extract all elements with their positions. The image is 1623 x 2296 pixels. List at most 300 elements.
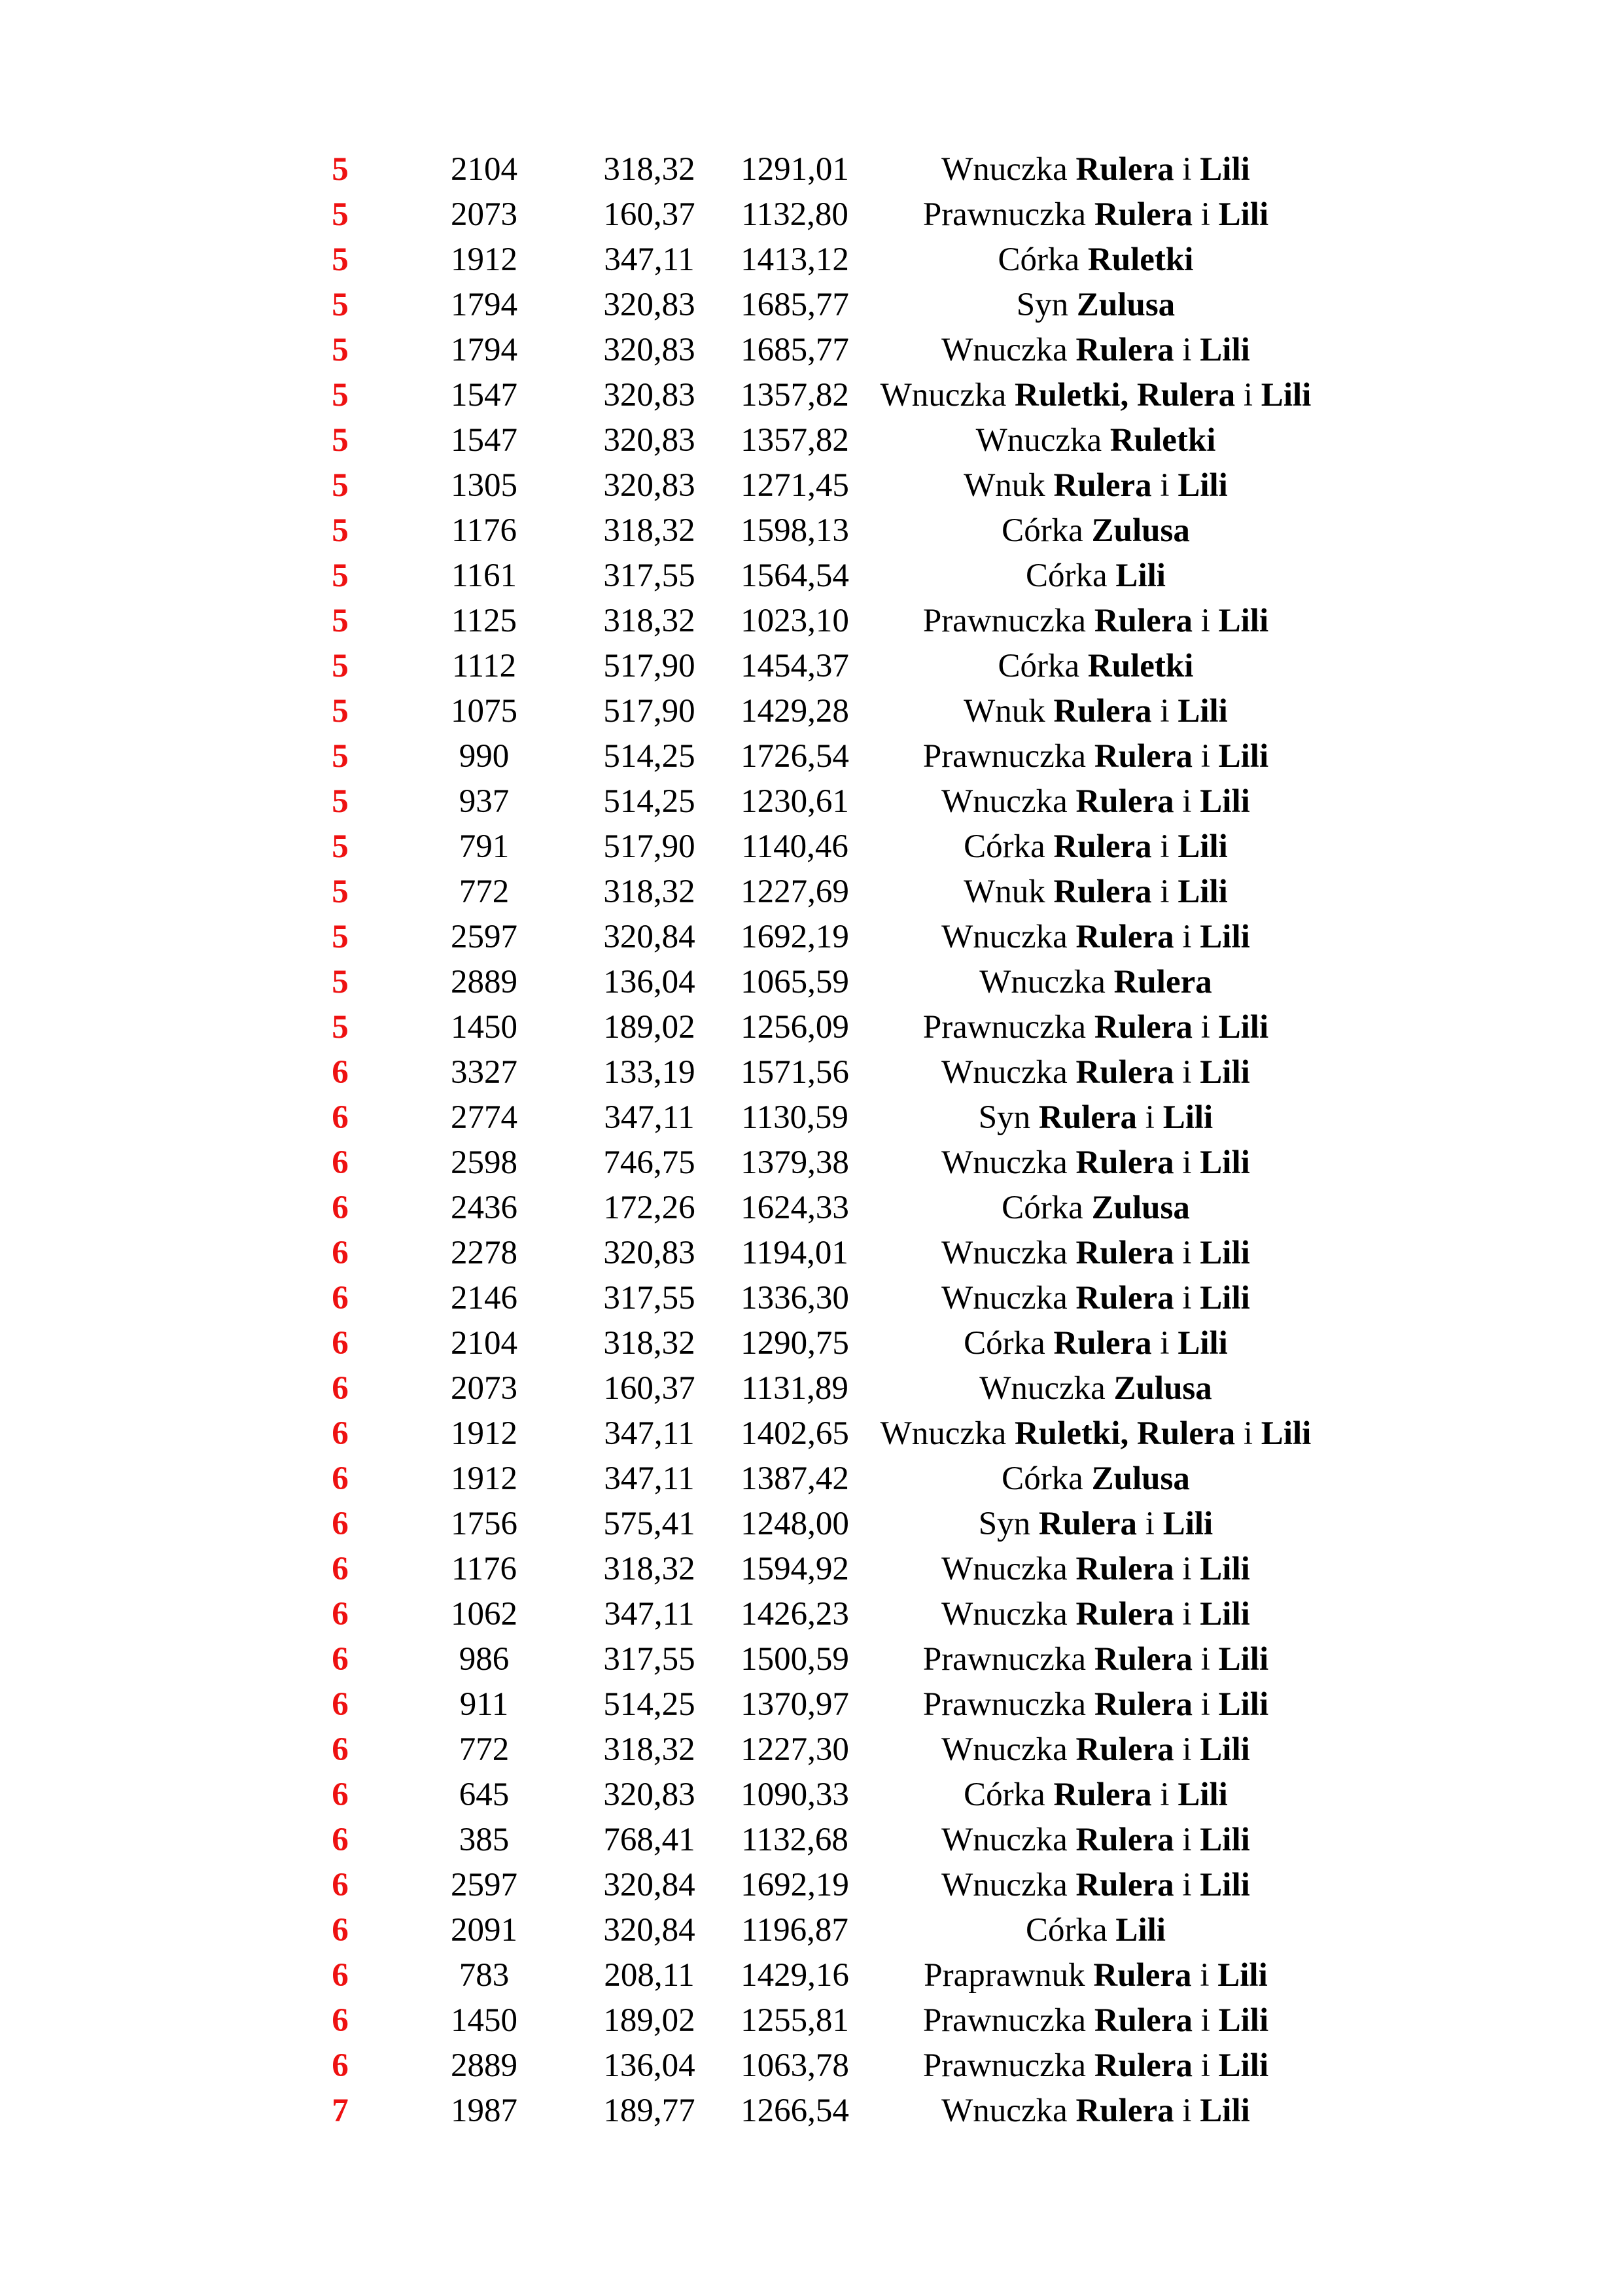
relation-text: Córka xyxy=(964,1325,1054,1362)
generation-number: 6 xyxy=(332,1460,349,1497)
generation-number: 6 xyxy=(332,1415,349,1452)
relation-cell xyxy=(860,1727,1331,1773)
relation-text: i xyxy=(1174,783,1200,820)
person-name: Lili xyxy=(1200,1822,1250,1858)
number-cell: 1794 xyxy=(451,332,517,368)
relation-text: Prawnuczka xyxy=(922,1686,1094,1723)
value-b-cell: 1132,68 xyxy=(741,1822,848,1858)
relation-text: i xyxy=(1192,1009,1219,1046)
value-a-cell: 320,84 xyxy=(603,1867,695,1903)
value-b-cell: 1594,92 xyxy=(741,1551,849,1587)
value-a-cell: 514,25 xyxy=(603,783,695,820)
person-name: Ruletki xyxy=(1087,648,1194,684)
person-name: Lili xyxy=(1200,1280,1250,1316)
relation-text: i xyxy=(1174,1596,1200,1633)
table-row xyxy=(281,1321,1331,1366)
value-b-cell: 1402,65 xyxy=(741,1415,849,1452)
person-name: Lili xyxy=(1115,557,1166,594)
person-name: Lili xyxy=(1178,693,1228,730)
generation-number: 5 xyxy=(332,241,349,278)
person-name: Rulera xyxy=(1038,1506,1138,1542)
value-b-cell: 1500,59 xyxy=(741,1641,849,1678)
generation-number: 6 xyxy=(332,1776,349,1813)
person-name: Rulera xyxy=(1094,2047,1193,2084)
relation-cell xyxy=(860,508,1331,554)
number-cell: 2104 xyxy=(451,1325,517,1362)
generation-number: 6 xyxy=(332,1099,349,1136)
generation-number: 5 xyxy=(332,919,349,955)
table-row xyxy=(281,192,1331,238)
value-b-cell: 1598,13 xyxy=(741,512,849,549)
generation-number: 5 xyxy=(332,196,349,233)
generation-number: 6 xyxy=(332,2047,349,2084)
generation-number: 6 xyxy=(332,1144,349,1181)
number-cell: 1547 xyxy=(451,377,517,414)
number-cell: 2598 xyxy=(451,1144,517,1181)
number-cell: 1075 xyxy=(451,693,517,730)
value-b-cell: 1194,01 xyxy=(741,1235,848,1271)
person-name: Rulera xyxy=(1075,2093,1174,2129)
relation-text: Wnuczka xyxy=(941,1822,1076,1858)
table-row xyxy=(281,1457,1331,1502)
value-a-cell: 517,90 xyxy=(603,693,695,730)
relation-text: Wnuczka xyxy=(941,1054,1076,1091)
number-cell: 1062 xyxy=(451,1596,517,1633)
relation-text: Córka xyxy=(1002,1190,1092,1226)
person-name: Lili xyxy=(1218,603,1269,639)
relation-cell xyxy=(860,1140,1331,1186)
relation-cell xyxy=(860,689,1331,734)
number-cell: 1912 xyxy=(451,1460,517,1497)
person-name: Lili xyxy=(1200,1867,1250,1903)
relation-text: Wnuczka xyxy=(979,964,1114,1000)
person-name: Rulera xyxy=(1093,1957,1192,1994)
generation-number: 5 xyxy=(332,287,349,323)
value-b-cell: 1387,42 xyxy=(741,1460,849,1497)
relation-text: i xyxy=(1192,738,1219,775)
number-cell: 1305 xyxy=(451,467,517,504)
number-cell: 1450 xyxy=(451,1009,517,1046)
person-name: Lili xyxy=(1200,783,1250,820)
relation-cell xyxy=(860,734,1331,779)
person-name: Ruletki xyxy=(1087,241,1194,278)
relation-text: i xyxy=(1137,1506,1163,1542)
table-row xyxy=(281,644,1331,689)
value-b-cell: 1290,75 xyxy=(741,1325,849,1362)
generation-number: 5 xyxy=(332,693,349,730)
person-name: Zulusa xyxy=(1091,1190,1190,1226)
relation-text: Wnuczka xyxy=(941,783,1076,820)
value-a-cell: 133,19 xyxy=(603,1054,695,1091)
person-name: Rulera xyxy=(1136,377,1236,414)
person-name: Rulera xyxy=(1094,603,1193,639)
relation-text: i xyxy=(1151,467,1178,504)
relation-text: i xyxy=(1151,693,1178,730)
value-b-cell: 1227,30 xyxy=(741,1731,849,1768)
table-row xyxy=(281,1366,1331,1411)
generation-number: 6 xyxy=(332,1235,349,1271)
value-a-cell: 189,02 xyxy=(603,1009,695,1046)
relation-cell xyxy=(860,1050,1331,1095)
value-b-cell: 1692,19 xyxy=(741,1867,849,1903)
table-row xyxy=(281,1637,1331,1682)
number-cell: 2597 xyxy=(451,919,517,955)
relation-text: Wnuczka xyxy=(941,151,1076,188)
relation-text: Wnuczka xyxy=(941,1144,1076,1181)
person-name: Rulera xyxy=(1075,1280,1174,1316)
value-a-cell: 514,25 xyxy=(603,1686,695,1723)
relation-text: Córka xyxy=(1026,557,1116,594)
person-name: Rulera xyxy=(1053,874,1152,910)
relation-text xyxy=(1128,1415,1137,1452)
person-name: Lili xyxy=(1178,1325,1228,1362)
number-cell: 1176 xyxy=(451,512,517,549)
number-cell: 1794 xyxy=(451,287,517,323)
relation-cell xyxy=(860,1231,1331,1276)
relation-cell xyxy=(860,1637,1331,1682)
generation-number: 5 xyxy=(332,557,349,594)
relation-cell xyxy=(860,599,1331,644)
person-name: Lili xyxy=(1115,1912,1166,1949)
number-cell: 1176 xyxy=(451,1551,517,1587)
value-b-cell: 1132,80 xyxy=(741,196,848,233)
number-cell: 3327 xyxy=(451,1054,517,1091)
generation-number: 5 xyxy=(332,512,349,549)
person-name: Lili xyxy=(1261,377,1312,414)
person-name: Rulera xyxy=(1075,1551,1174,1587)
table-row xyxy=(281,147,1331,192)
number-cell: 783 xyxy=(459,1957,510,1994)
value-b-cell: 1726,54 xyxy=(741,738,849,775)
relation-text: i xyxy=(1174,2093,1200,2129)
table-row xyxy=(281,508,1331,554)
generation-number: 5 xyxy=(332,738,349,775)
value-b-cell: 1426,23 xyxy=(741,1596,849,1633)
table-row xyxy=(281,599,1331,644)
table-row xyxy=(281,960,1331,1005)
person-name: Lili xyxy=(1200,332,1250,368)
relation-text: i xyxy=(1192,2047,1219,2084)
relation-text: i xyxy=(1192,2002,1219,2039)
number-cell: 1987 xyxy=(451,2093,517,2129)
relation-cell xyxy=(860,283,1331,328)
value-a-cell: 136,04 xyxy=(603,2047,695,2084)
relation-cell xyxy=(860,1998,1331,2043)
relation-text: Córka xyxy=(1002,1460,1092,1497)
relation-text: Wnuczka xyxy=(975,422,1110,459)
person-name: Zulusa xyxy=(1113,1370,1212,1407)
relation-cell xyxy=(860,2043,1331,2089)
person-name: Rulera xyxy=(1075,919,1174,955)
relation-text: i xyxy=(1151,828,1178,865)
generation-number: 5 xyxy=(332,783,349,820)
relation-text: Córka xyxy=(964,828,1054,865)
number-cell: 2597 xyxy=(451,1867,517,1903)
value-a-cell: 347,11 xyxy=(604,241,695,278)
value-a-cell: 320,83 xyxy=(603,332,695,368)
relation-cell xyxy=(860,1818,1331,1863)
table-row xyxy=(281,2089,1331,2134)
person-name: Lili xyxy=(1218,1641,1269,1678)
value-a-cell: 514,25 xyxy=(603,738,695,775)
generation-number: 6 xyxy=(332,1957,349,1994)
relation-text: Wnuk xyxy=(964,874,1054,910)
person-name: Lili xyxy=(1218,738,1269,775)
relation-text: Córka xyxy=(998,648,1088,684)
person-name: Rulera xyxy=(1075,1822,1174,1858)
table-row xyxy=(281,1095,1331,1140)
descendants-table xyxy=(281,147,1331,2134)
relation-text: Córka xyxy=(1026,1912,1116,1949)
relation-text: Wnuczka xyxy=(941,1235,1076,1271)
relation-text: i xyxy=(1192,1641,1219,1678)
relation-cell xyxy=(860,238,1331,283)
number-cell: 2774 xyxy=(451,1099,517,1136)
person-name: Rulera xyxy=(1075,151,1174,188)
generation-number: 6 xyxy=(332,1596,349,1633)
relation-cell xyxy=(860,915,1331,960)
value-b-cell: 1255,81 xyxy=(741,2002,849,2039)
value-b-cell: 1065,59 xyxy=(741,964,849,1000)
relation-text: Wnuczka xyxy=(941,332,1076,368)
value-b-cell: 1336,30 xyxy=(741,1280,849,1316)
relation-text: Wnuczka xyxy=(979,1370,1114,1407)
generation-number: 6 xyxy=(332,1731,349,1768)
person-name: Lili xyxy=(1162,1506,1213,1542)
number-cell: 2146 xyxy=(451,1280,517,1316)
person-name: Zulusa xyxy=(1091,512,1190,549)
relation-text: Wnuczka xyxy=(941,1867,1076,1903)
relation-text: Prawnuczka xyxy=(922,1641,1094,1678)
relation-text: Wnuczka xyxy=(941,1596,1076,1633)
number-cell: 1756 xyxy=(451,1506,517,1542)
table-row xyxy=(281,1502,1331,1547)
generation-number: 6 xyxy=(332,1370,349,1407)
table-row xyxy=(281,1186,1331,1231)
person-name: Lili xyxy=(1200,919,1250,955)
person-name: Rulera xyxy=(1038,1099,1138,1136)
person-name: Rulera xyxy=(1053,1325,1152,1362)
value-a-cell: 575,41 xyxy=(603,1506,695,1542)
table-row xyxy=(281,1140,1331,1186)
value-a-cell: 208,11 xyxy=(604,1957,695,1994)
generation-number: 6 xyxy=(332,2002,349,2039)
person-name: Rulera xyxy=(1094,738,1193,775)
value-a-cell: 318,32 xyxy=(603,512,695,549)
relation-cell xyxy=(860,1321,1331,1366)
value-b-cell: 1429,16 xyxy=(741,1957,849,1994)
value-b-cell: 1357,82 xyxy=(741,377,849,414)
relation-cell xyxy=(860,554,1331,599)
relation-text: Prawnuczka xyxy=(922,196,1094,233)
person-name: Lili xyxy=(1200,1235,1250,1271)
value-a-cell: 136,04 xyxy=(603,964,695,1000)
relation-cell xyxy=(860,1005,1331,1050)
value-b-cell: 1692,19 xyxy=(741,919,849,955)
number-cell: 2104 xyxy=(451,151,517,188)
generation-number: 5 xyxy=(332,332,349,368)
value-a-cell: 347,11 xyxy=(604,1415,695,1452)
generation-number: 6 xyxy=(332,1686,349,1723)
relation-cell xyxy=(860,870,1331,915)
person-name: Rulera xyxy=(1094,196,1193,233)
generation-number: 6 xyxy=(332,1325,349,1362)
person-name: Lili xyxy=(1217,1957,1268,1994)
table-row xyxy=(281,1050,1331,1095)
value-a-cell: 320,83 xyxy=(603,287,695,323)
value-a-cell: 347,11 xyxy=(604,1099,695,1136)
value-b-cell: 1291,01 xyxy=(741,151,849,188)
table-row xyxy=(281,463,1331,508)
number-cell: 1125 xyxy=(451,603,517,639)
relation-text: i xyxy=(1174,332,1200,368)
table-row xyxy=(281,1998,1331,2043)
value-a-cell: 517,90 xyxy=(603,828,695,865)
generation-number: 5 xyxy=(332,422,349,459)
generation-number: 6 xyxy=(332,1867,349,1903)
table-row xyxy=(281,1276,1331,1321)
relation-cell xyxy=(860,1592,1331,1637)
relation-cell xyxy=(860,1366,1331,1411)
number-cell: 772 xyxy=(459,874,510,910)
table-row xyxy=(281,1005,1331,1050)
value-b-cell: 1090,33 xyxy=(741,1776,849,1813)
person-name: Lili xyxy=(1178,828,1228,865)
value-b-cell: 1370,97 xyxy=(741,1686,849,1723)
relation-text: Córka xyxy=(998,241,1088,278)
relation-cell xyxy=(860,779,1331,824)
generation-number: 6 xyxy=(332,1912,349,1949)
relation-cell xyxy=(860,1095,1331,1140)
value-b-cell: 1564,54 xyxy=(741,557,849,594)
person-name: Lili xyxy=(1200,151,1250,188)
relation-text: Wnuczka xyxy=(880,377,1015,414)
number-cell: 772 xyxy=(459,1731,510,1768)
value-a-cell: 160,37 xyxy=(603,1370,695,1407)
table-row xyxy=(281,1547,1331,1592)
relation-text: i xyxy=(1174,1867,1200,1903)
table-row xyxy=(281,824,1331,870)
table-row xyxy=(281,328,1331,373)
relation-cell xyxy=(860,328,1331,373)
relation-cell xyxy=(860,644,1331,689)
table-row xyxy=(281,238,1331,283)
relation-text: i xyxy=(1192,196,1219,233)
table-row xyxy=(281,418,1331,463)
person-name: Lili xyxy=(1200,1596,1250,1633)
number-cell: 1912 xyxy=(451,241,517,278)
value-b-cell: 1230,61 xyxy=(741,783,849,820)
number-cell: 791 xyxy=(459,828,510,865)
generation-number: 5 xyxy=(332,648,349,684)
generation-number: 6 xyxy=(332,1280,349,1316)
person-name: Rulera xyxy=(1053,1776,1152,1813)
value-a-cell: 317,55 xyxy=(603,1280,695,1316)
value-b-cell: 1196,87 xyxy=(741,1912,848,1949)
value-b-cell: 1454,37 xyxy=(741,648,849,684)
person-name: Lili xyxy=(1162,1099,1213,1136)
table-row xyxy=(281,1863,1331,1908)
table-row xyxy=(281,554,1331,599)
value-b-cell: 1429,28 xyxy=(741,693,849,730)
relation-text: Syn xyxy=(978,1099,1039,1136)
relation-text: i xyxy=(1174,1144,1200,1181)
table-row xyxy=(281,1411,1331,1457)
relation-text: i xyxy=(1235,1415,1261,1452)
relation-text: Prawnuczka xyxy=(922,738,1094,775)
value-b-cell: 1271,45 xyxy=(741,467,849,504)
relation-cell xyxy=(860,1186,1331,1231)
value-a-cell: 320,83 xyxy=(603,377,695,414)
person-name: Lili xyxy=(1218,196,1269,233)
generation-number: 6 xyxy=(332,1190,349,1226)
value-b-cell: 1624,33 xyxy=(741,1190,849,1226)
number-cell: 385 xyxy=(459,1822,510,1858)
relation-text: Prawnuczka xyxy=(922,2002,1094,2039)
number-cell: 2278 xyxy=(451,1235,517,1271)
relation-text: Wnuczka xyxy=(941,1731,1076,1768)
table-row xyxy=(281,283,1331,328)
value-a-cell: 320,84 xyxy=(603,1912,695,1949)
relation-cell xyxy=(860,1682,1331,1727)
generation-number: 6 xyxy=(332,1551,349,1587)
relation-text: i xyxy=(1174,1822,1200,1858)
generation-number: 5 xyxy=(332,1009,349,1046)
value-a-cell: 320,83 xyxy=(603,467,695,504)
relation-cell xyxy=(860,373,1331,418)
value-a-cell: 320,83 xyxy=(603,422,695,459)
person-name: Lili xyxy=(1261,1415,1312,1452)
relation-cell xyxy=(860,1773,1331,1818)
table-row xyxy=(281,915,1331,960)
relation-text: Wnuczka xyxy=(941,919,1076,955)
number-cell: 1112 xyxy=(451,648,517,684)
person-name: Lili xyxy=(1218,2047,1269,2084)
person-name: Lili xyxy=(1218,1686,1269,1723)
value-a-cell: 318,32 xyxy=(603,1325,695,1362)
person-name: Rulera xyxy=(1136,1415,1236,1452)
person-name: Ruletki xyxy=(1109,422,1216,459)
generation-number: 6 xyxy=(332,1506,349,1542)
table-row xyxy=(281,1727,1331,1773)
relation-text: Syn xyxy=(978,1506,1039,1542)
relation-text: i xyxy=(1151,874,1178,910)
person-name: Lili xyxy=(1200,1731,1250,1768)
value-b-cell: 1023,10 xyxy=(741,603,849,639)
value-a-cell: 517,90 xyxy=(603,648,695,684)
person-name: Rulera xyxy=(1075,1731,1174,1768)
relation-text: Prawnuczka xyxy=(922,603,1094,639)
person-name: Lili xyxy=(1200,1144,1250,1181)
value-b-cell: 1266,54 xyxy=(741,2093,849,2129)
relation-text: i xyxy=(1191,1957,1218,1994)
value-a-cell: 320,83 xyxy=(603,1235,695,1271)
generation-number: 5 xyxy=(332,467,349,504)
relation-text: Córka xyxy=(964,1776,1054,1813)
value-a-cell: 160,37 xyxy=(603,196,695,233)
generation-number: 6 xyxy=(332,1054,349,1091)
generation-number: 7 xyxy=(332,2093,349,2129)
relation-text: i xyxy=(1174,1731,1200,1768)
relation-text: i xyxy=(1174,1551,1200,1587)
table-row xyxy=(281,734,1331,779)
relation-cell xyxy=(860,1953,1331,1998)
table-row xyxy=(281,870,1331,915)
relation-cell xyxy=(860,1547,1331,1592)
number-cell: 2091 xyxy=(451,1912,517,1949)
generation-number: 5 xyxy=(332,377,349,414)
generation-number: 5 xyxy=(332,874,349,910)
